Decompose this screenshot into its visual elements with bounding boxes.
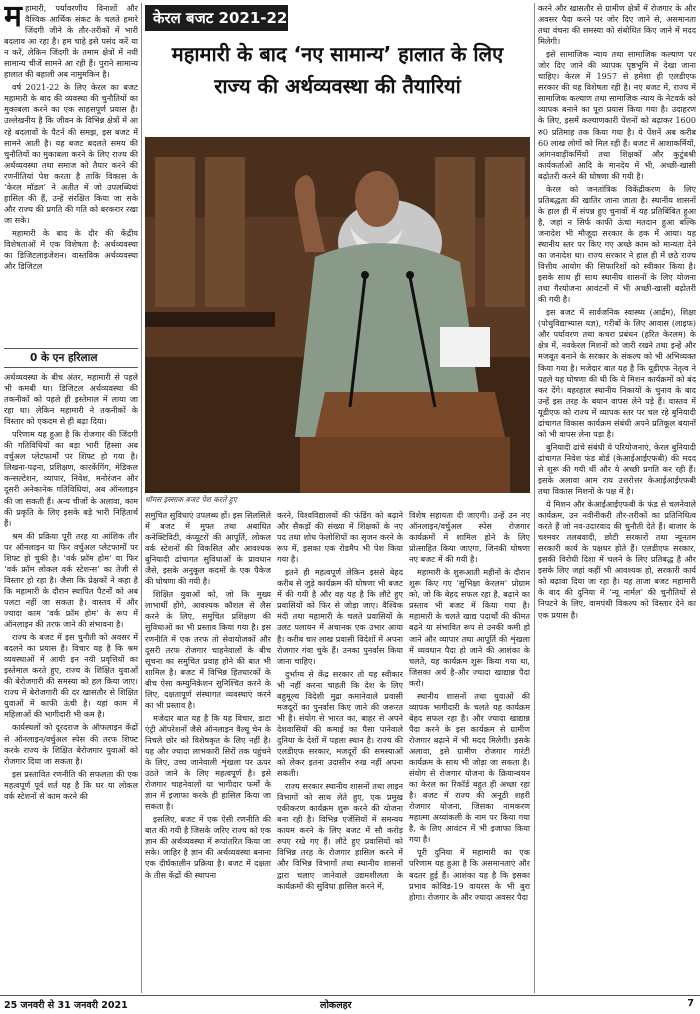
paragraph: इस प्रस्तावित रणनीति की सफलता की एक महत्वपूर्ण पूर्व शर्त यह है कि घर या लोकल वर्क स्टेशनों से काम करने की <box>4 768 138 801</box>
paragraph: श्रम की प्रक्रिया पूरी तरह या आंशिक तौर पर ऑनलाइन या फिर वर्चुअल प्लेटफार्मों पर शिफ्ट हो चुकी है। ‘वर्क फ्रॉम होम’ या फिर ‘वर्क फ्रॉम लोकल वर्क स्टेशन्स’ का तेजी से विस्तार हो रहा है। जैसा कि प्रेक्षकों ने कहा है कि महामारी के दौरान स्थापित पैटर्नों को अब पलटा नहीं जा सकता है। वास्तव में और ज्यादा काम ‘वर्क फ्रॉम होम’ के रूप में ऑनलाइन की तरफ जाने की संभावना है। <box>4 530 138 630</box>
paragraph: अर्थव्यवस्था के बीच अंतर, महामारी से पहले भी कमबी था। डिजिटल अर्थव्यवस्था की तकनीकों को पहले ही इस्तेमाल में लाया जा रहा था। लेकिन महामारी ने तकनीकों के विस्तार को एकदम से ही बढ़ा दिया। <box>4 372 138 427</box>
article-photo <box>145 137 530 493</box>
paragraph: समुचित सुविधाएं उपलब्ध हों। इस सिलसिले में बजट में मुफ्त तथा अबाधित कनेक्टिविटी, कंप्यूटरों की आपूर्ति, लोकल वर्क स्टेशनों की विकसित और आवश्यक बुनियादी ढांचागत सुविधाओं के प्रावधान जैसे, इसके अनुकूल कदमों के एक पैकेज की घोषणा की गयी है। <box>145 510 271 587</box>
paragraph: दुर्भाग्य से केंद्र सरकार तो यह स्वीकार भी नहीं करना चाहती कि देश के लिए बहुमूल्य विदेशी मुद्रा कमानेवाले प्रवासी मजदूरों का पुनर्वास किए जाने की जरूरत भी है। संयोग से भारत का, बाहर से अपने देशवासियों की कमाई का पैसा पानेवाले दुनिया के देशों में पहला स्थान है। राज्य की एलडीएफ सरकार, मजदूरों की समस्याओं को लेकर इतना उदासीन रुख नहीं अपना सकती। <box>277 668 403 779</box>
paragraph: कार्यस्थलों को दूरदराज के ऑफलाइन केंद्रों से ऑनलाइन/वर्चुअल स्पेस की तरफ शिफ्ट करके राज्य के शिक्षित बेरोजगार युवाओं को रोजगार दिया जा सकता है। <box>4 722 138 766</box>
article-column-5 <box>538 3 696 992</box>
paragraph: राज्य के बजट में इस चुनौती को अवसर में बदलने का प्रयास है। विचार यह है कि श्रम व्यवस्थाओं में आयी इन नयी प्रवृत्तियों का इस्तेमाल करते हुए, राज्य के शिक्षित युवाओं की बेरोजगारी की समस्या को हल किया जाए। राज्य में बेरोजगारी की दर खासतौर से शिक्षित युवाओं में काफी ऊंची है। यहां काम में महिलाओं की भागीदारी भी कम है। <box>4 632 138 720</box>
paragraph: परिणाम यह हुआ है कि रोजगार की जिंदगी की गतिविधियों का बड़ा भारी हिस्सा अब वर्चुअल प्लेटफार्मों पर शिफ्ट हो गया है। लिखना-पढ़ना, प्रशिक्षण, कारकेंगिंग, मेडिकल कन्सल्टेशन, व्यापार, निवेश, मनोरंजन और दूसरी अनेकानेक गतिविधियां, अब ऑनलाइन की जा सकती हैं। अन्य चीजों के अलावा, काम की प्रकृति के लिए इसके बड़े भारी निहितार्थ हैं। <box>4 429 138 528</box>
photo-caption: थॉमस इस्साक बजट पेश करते हुए <box>145 495 237 504</box>
divider <box>4 367 138 368</box>
article-column-1-top <box>4 3 138 346</box>
paragraph: पूरी दुनिया में महामारी का एक परिणाम यह हुआ है कि असमानताएं और बदतर हुई हैं। आशंका यह है कि इसका प्रभाव कोविड-19 वायरस के भी बुरा होगा। रोजगार के और ज्यादा अवसर पैदा <box>409 847 530 902</box>
paragraph: इसलिए, बजट में एक ऐसी रणनीति की बात की गयी है जिसके जरिए राज्य को एक ज्ञान की अर्थव्यवस्था में रूपांतरित किया जा सके। जाहिर है ज्ञान की अर्थव्यवस्था बनाना एक दीर्घकालीन प्रक्रिया है। बजट में दक्षता के तीस केंद्रों की स्थापना <box>145 814 271 880</box>
article-column-2 <box>145 510 271 992</box>
headline <box>145 38 530 102</box>
paragraph: इतने ही महत्वपूर्ण लेकिन इससे बेहद करीब से जुड़े कार्यक्रम की घोषणा भी बजट में की गयी है और वह यह है कि लौटे हुए प्रवासियों को फिर से जोड़ा जाए। वैश्विक मंदी तथा महामारी के चलते प्रवासियों के उलट पलायन में अचानक एक उभार आया है। करीब चार लाख प्रवासी विदेशों में अपना रोजगार गंवा चुके हैं। उनका पुनर्वास किया जाना चाहिए। <box>277 567 403 666</box>
divider <box>4 348 138 349</box>
paragraph: वर्ष 2021-22 के लिए केरल का बजट महामारी के बाद की व्यवस्था की चुनौतियों का मुकाबला करने का एक साहसपूर्ण प्रयास है। उल्लेखनीय है कि जीवन के विभिन्न क्षेत्रों में आ रहे बदलावों के पैटर्न की समझ, इस बजट में सामने आती है। यह बजट बदलते समय की चुनौतियों का मुकाबला करने के लिए राज्य की अर्थव्यवस्था तथा समाज को तैयार करने की रणनीतियां पेश करता है ताकि विकास के ‘केरल मॉडल’ ने अतीत में जो उपलब्धियां हासिल की हैं, उन्हें संरक्षित किया जा सके और राज्य की प्रगति की गति को बरकरार रखा जा सके। <box>4 82 138 225</box>
paragraph: मजेदार बात यह है कि यह विचार, डाटा एंट्री ऑपरेशनों जैसे ऑनलाइन वैल्यू चेन के निचले छोर को विशेषकृत के लिए नहीं है। यह और ज्यादा लाभकारी सिरों तक पहुंचने के लिए, उच्च जानेवाली शृंखला पर ऊपर उठते जाने के लिए महत्वपूर्ण है। इसे रोजगार चाहनेवालों या भागीदार फर्मों के ज्ञान में इजाफा करके ही हासिल किया जा सकता है। <box>145 712 271 812</box>
page-footer <box>0 996 700 1014</box>
paragraph: राज्य सरकार स्थानीय शासनों तथा लाइन विभागों को साथ लेते हुए, एक प्रमुख एकीकरण कार्यक्रम शुरू करने की योजना बना रही है। विभिन्न एजेंसियों में समन्वय कायम करने के लिए बजट में सौ करोड़ रुपए रखे गए हैं। लौटे हुए प्रवासियों को विभिन्न तरह के रोजगार हासिल करने में और विभिन्न विभागों तथा स्थानीय शासनों द्वारा चलाए जानेवाले उद्यमशीलता के कार्यक्रमों की सुविधा हासिल करने में, <box>277 781 403 891</box>
footer-date: 25 जनवरी से 31 जनवरी 2021 <box>4 1000 128 1011</box>
paragraph: महामारी, पर्यावरणीय विनाशों और वैश्विक आर्थिक संकट के चलते हमारे जिंदगी जीने के तौर-तरीकों में भारी बदलाव आ रहा है। हम चाहे इसे पसंद करें या न करें, लेकिन जिंदगी के तमाम क्षेत्रों में नयी सामान्य चीजें सामने आ रही हैं। पुराने सामान्य हालात की बहाली अब नामुमकिन है। <box>4 3 138 80</box>
drop-cap: म <box>4 3 22 34</box>
paragraph: करने और खासतौर से ग्रामीण क्षेत्रों में रोजगार के और अवसर पैदा करने पर जोर दिए जाने से, असमानता तथा वंचना की समस्या को संबोधित किए जाने में मदद मिलेगी। <box>538 3 696 47</box>
paragraph: इस बजट में सार्वजनिक स्वास्थ्य (आर्द्रम), शिक्षा (पोथुविद्याभ्यास यज्ञ), गरीबों के लिए आवास (लाइफ) और पर्यावरण तथा कचरा प्रबंधन (हरित केरलम) के क्षेत्र में, नवकेरल मिशनों को जारी रखने तथा इन्हें और मजबूत बनाने के सरकार के संकल्प को भी अभिव्यक्त किया गया है। मजेदार बात यह है कि यूडीएफ नेतृत्व ने पहले यह घोषणा की थी कि ये मिशन कार्यक्रमों को बंद कर देंगे। बहरहाल स्थानीय निकायों के चुनाव के बाद उन्हें इस तरह के बयान वापस लेने पड़े हैं। वास्तव में यूडीएफ को राज्य में व्यापक स्तर पर चल रहे बुनियादी ढांचागत विकास कार्यक्रम संबंधी अपने प्रतिकूल बयानों को भी वापस लेना पड़ा है। <box>538 307 696 439</box>
article-column-4 <box>409 510 530 992</box>
paragraph: महामारी के बाद के दौर की केंद्रीय विशेषताओं में एक विशेषता है: अर्थव्यवस्था का डिजिटलाइजेशन। वास्तविक अर्थव्यवस्था और डिजिटल <box>4 227 138 272</box>
article-column-3 <box>277 510 403 992</box>
page-number: 7 <box>687 998 694 1009</box>
paragraph: बुनियादी ढांचे संबंधी ये परियोजनाएं, केरल बुनियादी ढांचागत निवेश फंड बोर्ड (केआईआईएफबी) की मदद से शुरू की गयी थीं और ये अच्छी प्रगति कर रही हैं। इसके अलावा आम राय उत्तरोत्तर केआईआईएफबी तथा विकास मिशनों के पक्ष में है। <box>538 441 696 497</box>
paragraph: विशेष सहायता दी जाएगी। उन्हें उन नए ऑनलाइन/वर्चुअल स्पेस रोजगार कार्यक्रमों में शामिल होने के लिए प्रोत्साहित किया जाएगा, जिनकी घोषणा नए बजट में की गयी है। <box>409 510 530 565</box>
section-tag: केरल बजट 2021-22 <box>145 5 288 31</box>
column-divider <box>141 3 142 993</box>
paragraph: केरल को जनतांत्रिक विकेंद्रीकरण के लिए प्रतिबद्धता की खातिर जाना जाता है। स्थानीय शासनों के हाल ही में संपन्न हुए चुनावों में यह प्रतिबिंबित हुआ है, जहां न सिर्फ काफी ऊंचा मतदान हुआ बल्कि जनादेश भी मौजूदा सरकार के हक में आया। यह स्थानीय स्तर पर किए गए अच्छे काम को मान्यता देने का जनादेश था। राज्य सरकार ने हाल ही में छठे राज्य वित्तीय आयोग की सिफारिशों को स्वीकार किया है। इसके साथ ही साथ स्थानीय शासनों के लिए योजना तथा गैरयोजना आवंटनों में भी अच्छी-खासी बढ़ोतरी की गयी है। <box>538 183 696 305</box>
article-column-1-bottom <box>4 372 138 992</box>
paragraph: महामारी के शुरूआती महीनों के दौरान शुरू किए गए ‘सुभिक्षा केरलम’ प्रोग्राम को, जो कि बेहद सफल रहा है, बढ़ाने का प्रस्ताव भी बजट में किया गया है। महामारी के चलते खाद्य पदार्थों की कीमत बढ़ने या संभावित रूप से उनकी कमी हो जाने और व्यापार तथा आपूर्ति की शृंखला में व्यवधान पैदा हो जाने की आशंका के चलते, यह कार्यक्रम शुरू किया गया था, जिसका अर्थ है-और ज्यादा खाद्यान्न पैदा करो। <box>409 567 530 688</box>
author-byline: 0 के एन हरिलाल <box>30 352 98 364</box>
headline-line-2: राज्य की अर्थव्यवस्था की तैयारियां <box>214 74 461 98</box>
paragraph: करने, विश्वविद्यालयों की फंडिंग को बढ़ाने और सैकड़ों की संख्या में शिक्षकों के नए पद तथा शोध फेलोशिपों का सृजन करने के रूप में, इसका एक रोडमैप भी पेश किया गया है। <box>277 510 403 565</box>
headline-line-1: महामारी के बाद ‘नए सामान्य’ हालात के लिए <box>171 42 504 66</box>
footer-publication: लोकलहर <box>320 1000 352 1011</box>
paragraph: ये मिशन और केआईआईएफबी के फंड से चलनेवाले कार्यक्रम, उन नवीनीकरी तौर-तरीकों का प्रतिनिधित्व करते हैं जो नव-उदारवाद की चुनौती देते हैं। बाजार के चश्मवर तलबवादी, छोटी सरकारों तथा न्यूनतम सरकारी कार्य के पक्षधर होते हैं। एलडीएफ सरकार, इसकी विरोधी दिशा में चलने के लिए प्रतिबद्ध है और इसके लिए जहां कहीं भी आवश्यक हो, सरकारी कार्य को बढ़ावा दिया जा रहा है। यह ताजा बजट महामारी के बाद की दुनिया में ‘न्यू नार्मल’ की चुनौतियों से निपटने के लिए, वामपंथी विकल्प को विस्तार देने का एक प्रयास है। <box>538 499 696 620</box>
paragraph: इसे सामाजिक न्याय तथा सामाजिक कल्याण पर जोर दिए जाने की व्यापक पृष्ठभूमि में देखा जाना चाहिए। केरल में 1957 से हमेशा ही एलडीएफ सरकार की यह विशेषता रही है। नए बजट में, राज्य में सामाजिक कल्याण तथा सामाजिक न्याय के नेटवर्क को व्यापक बनाने का पूरा प्रयास किया गया है। उदाहरण के लिए, इसमें कल्याणकारी पेंशनों को बढ़ाकर 1600 रु0 प्रतिमाह तक किया गया है। ये पेंशनें अब करीब 60 लाख लोगों को मिल रही हैं। बजट में आशाकर्मियों, आंगनवाड़ीकर्मियों तथा शिक्षकों और कुटुंबश्री कार्यकर्ताओं आदि के मानदेय में भी, अच्छी-खासी बढ़ोतरी करने की घोषणा की गयी है। <box>538 49 696 181</box>
photo-illustration <box>145 137 530 493</box>
paragraph: शिक्षित युवाओं को, जो कि मुख्य लाभार्थी होंगे, आवश्यक कौशल से लैस करने के लिए, समुचित प्रशिक्षण की सुविधाओं का भी प्रस्ताव किया गया है। इस रणनीति में एक तरफ तो सेवायोजकों और दूसरी तरफ रोजगार चाहनेवालों के बीच सूचना का समुचित प्रवाह होने की बात भी शामिल है। बजट में विभिन्न हितधारकों के बीच ऐसा कम्युनिकेशन सुनिश्चित करने के लिए, दक्षतापूर्ण संस्थागत व्यवस्थाएं करने का भी प्रस्ताव है। <box>145 589 271 710</box>
paragraph: स्थानीय शासनों तथा युवाओं की व्यापक भागीदारी के चलते यह कार्यक्रम बेहद सफल रहा है। और ज्यादा खाद्यान्न पैदा करने के इस कार्यक्रम से ग्रामीण रोजगार बढ़ाने में भी मदद मिलेगी। इसके अलावा, इसे ग्रामीण रोजगार गारंटी कार्यक्रम के साथ भी जोड़ा जा सकता है। संयोग से रोजगार योजना के क्रियान्वयन का केरल का रिकॉर्ड बहुत ही अच्छा रहा है। बजट में राज्य की अनूठी शहरी रोजगार योजना, जिसका नामकरण महात्मा अय्यांकली के नाम पर किया गया है, के लिए आवंटन में भी इजाफा किया गया है। <box>409 690 530 845</box>
column-divider <box>534 3 535 993</box>
